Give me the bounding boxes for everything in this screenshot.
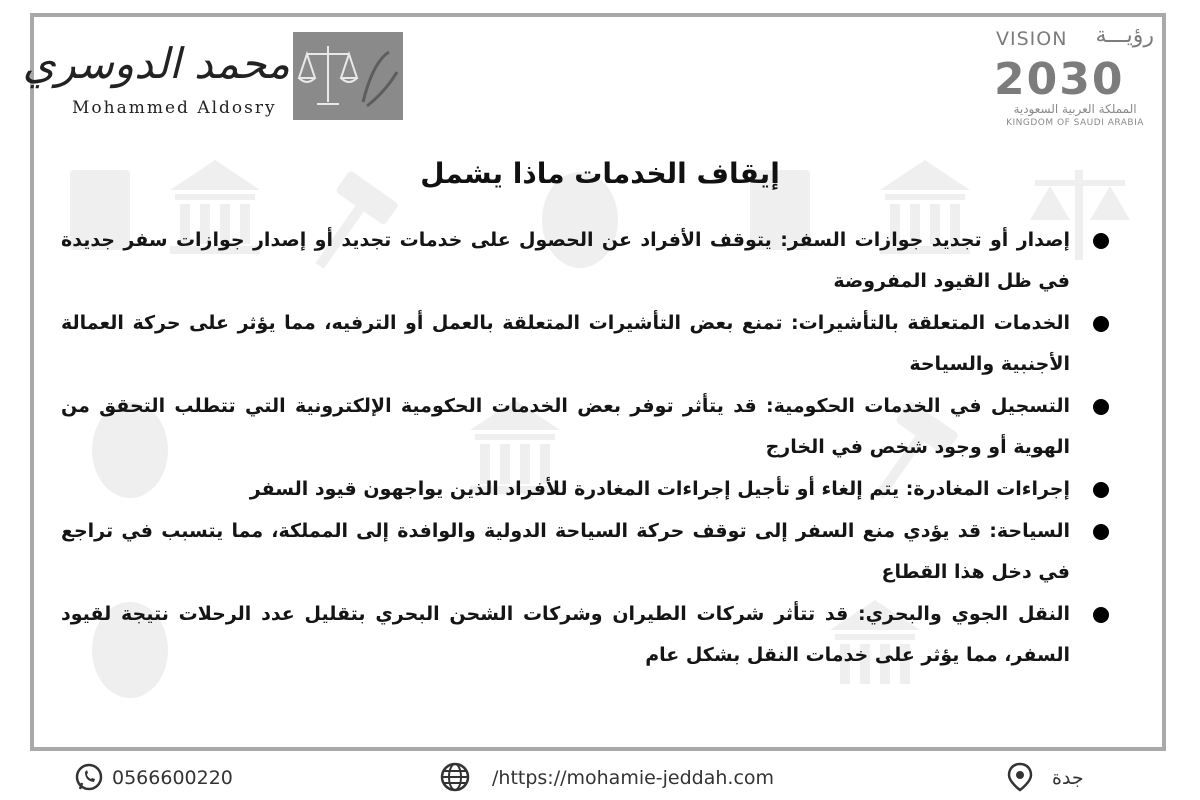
- list-item: [55, 303, 1115, 385]
- list-item: [55, 386, 1115, 468]
- list-item-text: النقل الجوي والبحري: قد تتأثر شركات الطيران وشركات الشحن البحري بتقليل عدد الرحلات نتيجة لقيود السفر، مما يؤثر على خدمات النقل بشكل عام: [61, 603, 1070, 666]
- scales-of-justice-icon: [293, 32, 403, 120]
- website-link[interactable]: /https://mohamie-jeddah.com: [492, 767, 775, 789]
- list-item-text: إصدار أو تجديد جوازات السفر: يتوقف الأفراد عن الحصول على خدمات تجديد أو إصدار جوازات سفر جديدة في ظل القيود المفروضة: [61, 229, 1070, 292]
- bullet-icon: [1093, 399, 1109, 415]
- phone-link[interactable]: 0566600220: [112, 767, 233, 789]
- list-item: [55, 511, 1115, 593]
- vision-2030-logo: [994, 23, 1156, 130]
- globe-icon: [440, 762, 470, 792]
- vision-label-english: VISION: [996, 28, 1068, 50]
- location-pin-icon: [1005, 762, 1035, 792]
- bullet-icon: [1093, 524, 1109, 540]
- bullet-list: [55, 220, 1115, 676]
- bullet-icon: [1093, 316, 1109, 332]
- vision-country-arabic: المملكة العربية السعودية: [1013, 102, 1137, 116]
- city-label: جدة: [1052, 767, 1084, 789]
- footer: [0, 756, 1200, 800]
- bullet-icon: [1093, 482, 1109, 498]
- brand-logo: [22, 32, 405, 122]
- list-item-text: السياحة: قد يؤدي منع السفر إلى توقف حركة السياحة الدولية والوافدة إلى المملكة، مما يتسبب في تراجع في دخل هذا القطاع: [61, 520, 1070, 583]
- whatsapp-icon: [74, 762, 104, 792]
- list-item-text: التسجيل في الخدمات الحكومية: قد يتأثر توفر بعض الخدمات الحكومية الإلكترونية التي تتطلب التحقق من الهوية أو وجود شخص في الخارج: [61, 395, 1070, 458]
- page-title: إيقاف الخدمات ماذا يشمل: [420, 157, 780, 190]
- article-body: [55, 220, 1115, 690]
- list-item: [55, 220, 1115, 302]
- vision-label-arabic: رؤيـــة: [1095, 23, 1154, 48]
- list-item: [55, 469, 1115, 510]
- brand-name-arabic: محمد الدوسري: [22, 39, 290, 88]
- list-item: [55, 594, 1115, 676]
- vision-year: 2030: [994, 54, 1125, 105]
- vision-country-english: KINGDOM OF SAUDI ARABIA: [1006, 118, 1144, 128]
- brand-name-english: Mohammed Aldosry: [72, 98, 277, 118]
- bullet-icon: [1093, 607, 1109, 623]
- list-item-text: إجراءات المغادرة: يتم إلغاء أو تأجيل إجراءات المغادرة للأفراد الذين يواجهون قيود السفر: [249, 478, 1070, 500]
- bullet-icon: [1093, 233, 1109, 249]
- list-item-text: الخدمات المتعلقة بالتأشيرات: تمنع بعض التأشيرات المتعلقة بالعمل أو الترفيه، مما يؤثر على حركة العمالة الأجنبية والسياحة: [61, 312, 1070, 375]
